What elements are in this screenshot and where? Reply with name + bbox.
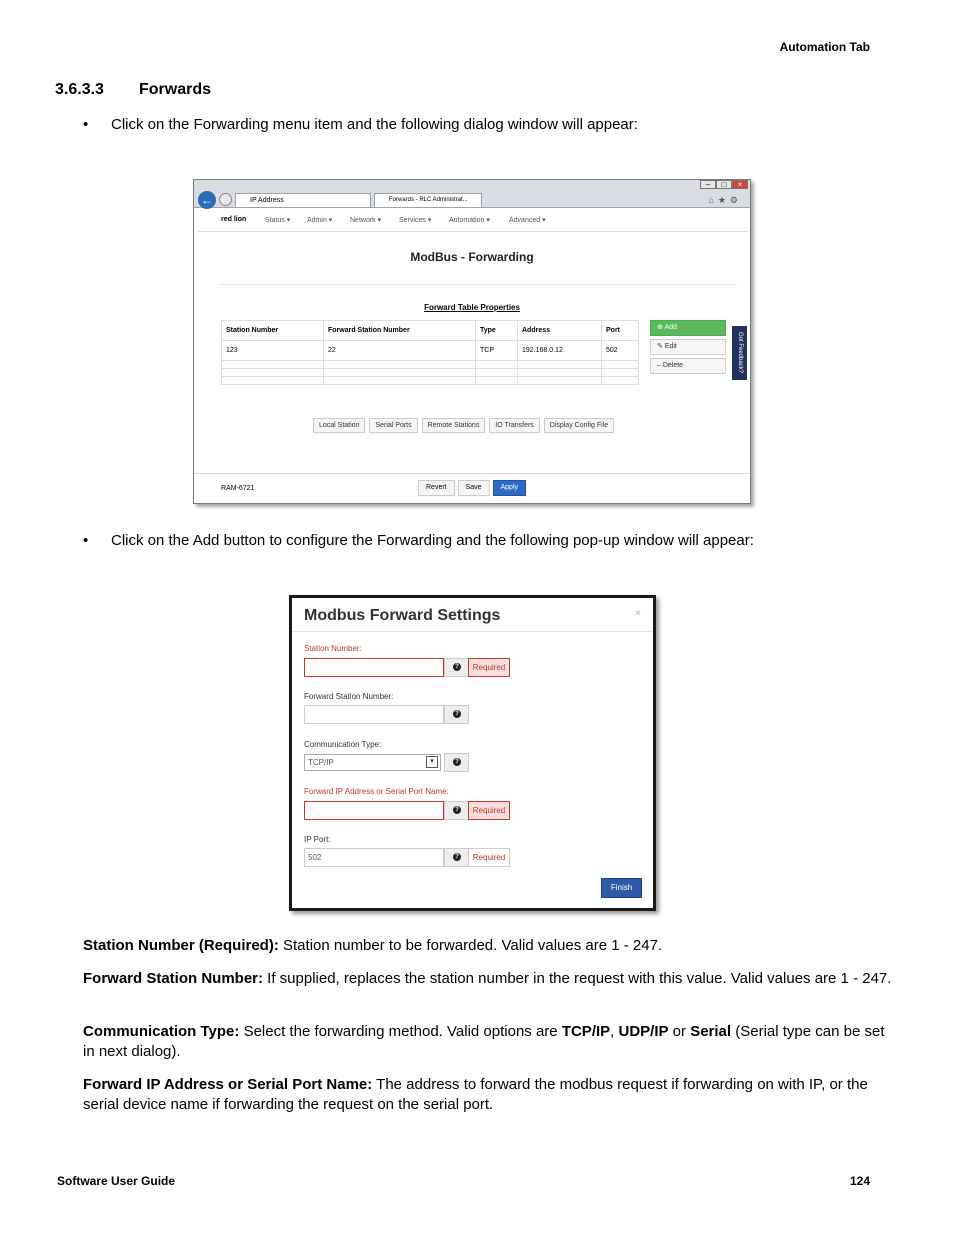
io-transfers-button[interactable]: IO Transfers (489, 418, 540, 433)
menu-advanced[interactable]: Advanced ▾ (509, 217, 546, 224)
menu-admin[interactable]: Admin ▾ (307, 217, 333, 224)
table-title: Forward Table Properties (424, 303, 520, 312)
forward-station-number-label: Forward Station Number: (304, 692, 394, 701)
forward-table (221, 320, 639, 385)
browser-chrome (194, 180, 750, 208)
page-title: ModBus - Forwarding (410, 250, 534, 264)
delete-button[interactable]: – Delete (650, 358, 726, 374)
maximize-icon[interactable]: □ (716, 180, 732, 189)
bullet-dot: • (83, 532, 89, 549)
address-bar[interactable]: IP Address (235, 193, 371, 208)
save-button[interactable]: Save (458, 480, 490, 496)
browser-tab[interactable]: Forwards - RLC Administrat... (374, 193, 482, 208)
finish-button[interactable]: Finish (601, 878, 642, 898)
help-icon[interactable] (444, 753, 469, 772)
minimize-icon[interactable]: – (700, 180, 716, 189)
bullet-item (83, 116, 638, 133)
select-value: TCP/IP (308, 758, 334, 767)
section-title: Forwards (139, 81, 212, 98)
close-icon[interactable]: × (732, 180, 748, 189)
divider (292, 631, 653, 632)
description-station-number: Station Number (Required): Station number to be forwarded. Valid values are 1 - 247. (83, 937, 663, 954)
column-header: Type (476, 321, 518, 341)
menu-status[interactable]: Status ▾ (265, 217, 291, 224)
column-header: Forward Station Number (324, 321, 476, 341)
description-forward-ip: Forward IP Address or Serial Port Name: The address to forward the modbus request if forwarding on with IP, or the serial device name if forwarding the request on the serial port. (83, 1076, 868, 1113)
description-forward-station-number: Forward Station Number: If supplied, replaces the station number in the request with this value. Valid values are 1 - 247. (83, 970, 892, 987)
forward-station-number-input[interactable] (304, 705, 444, 724)
star-icon[interactable]: ★ (717, 195, 730, 205)
section-number: 3.6.3.3 (55, 81, 104, 98)
table-actions (650, 320, 726, 377)
required-tag: Required (468, 848, 510, 867)
home-icon[interactable]: ⌂ (708, 195, 718, 205)
display-config-file-button[interactable]: Display Config File (544, 418, 614, 433)
local-station-button[interactable]: Local Station (313, 418, 365, 433)
column-header: Address (518, 321, 602, 341)
required-tag: Required (468, 801, 510, 820)
model-label: RAM-6721 (221, 485, 255, 492)
menu-automation[interactable]: Automation ▾ (449, 217, 490, 224)
page-number: 124 (849, 1174, 870, 1188)
menu-services[interactable]: Services ▾ (399, 217, 432, 224)
footer-buttons (418, 480, 527, 496)
browser-tools (708, 195, 742, 206)
communication-type-select[interactable] (304, 754, 441, 771)
section-heading (55, 81, 211, 99)
running-header: Automation Tab (779, 40, 870, 54)
footer-doc-title: Software User Guide (57, 1174, 176, 1188)
table-cell: 123 (222, 341, 324, 361)
description-communication-type: Communication Type: Select the forwarding method. Valid options are TCP/IP, UDP/IP or Serial (Serial type can be set in next dialog). (83, 1023, 885, 1060)
communication-type-label: Communication Type: (304, 740, 382, 749)
help-icon[interactable] (444, 848, 469, 867)
ip-port-label: IP Port: (304, 835, 331, 844)
bullet-item (83, 532, 754, 549)
required-tag: Required (468, 658, 510, 677)
menu-network[interactable]: Network ▾ (350, 217, 382, 224)
table-cell: TCP (476, 341, 518, 361)
ip-port-input[interactable]: 502 (304, 848, 444, 867)
table-header-row (222, 321, 639, 341)
divider (219, 284, 737, 285)
table-cell: 192.168.0.12 (518, 341, 602, 361)
table-cell: 502 (602, 341, 639, 361)
add-button[interactable]: ⊕ Add (650, 320, 726, 336)
apply-button[interactable]: Apply (493, 480, 527, 496)
table-cell: 22 (324, 341, 476, 361)
serial-ports-button[interactable]: Serial Ports (369, 418, 417, 433)
gear-icon[interactable]: ⚙ (729, 195, 742, 205)
feedback-tab[interactable]: Got Feedback? (732, 326, 747, 380)
chevron-down-icon: ▾ (426, 756, 438, 768)
remote-stations-button[interactable]: Remote Stations (422, 418, 486, 433)
revert-button[interactable]: Revert (418, 480, 455, 496)
forward-arrow-icon[interactable] (219, 193, 232, 206)
forward-ip-input[interactable] (304, 801, 444, 820)
back-arrow-icon[interactable]: ← (198, 191, 216, 209)
station-number-label: Station Number: (304, 644, 362, 653)
close-icon[interactable]: × (635, 608, 641, 619)
help-icon[interactable] (444, 658, 469, 677)
browser-screenshot (193, 179, 751, 504)
bullet-text: Click on the Add button to configure the Forwarding and the following pop-up window will appear: (111, 532, 754, 549)
table-row (222, 369, 639, 377)
dialog-title: Modbus Forward Settings (304, 607, 501, 624)
app-navbar (198, 208, 748, 232)
column-header: Station Number (222, 321, 324, 341)
help-icon[interactable] (444, 705, 469, 724)
station-number-input[interactable] (304, 658, 444, 677)
logo: red lion (221, 216, 247, 223)
forward-ip-label: Forward IP Address or Serial Port Name: (304, 787, 449, 796)
edit-button[interactable]: ✎ Edit (650, 339, 726, 355)
table-row (222, 377, 639, 385)
table-row[interactable] (222, 341, 639, 361)
bullet-text: Click on the Forwarding menu item and the following dialog window will appear: (111, 116, 638, 133)
bullet-dot: • (83, 116, 89, 133)
app-footer (194, 473, 750, 501)
column-header: Port (602, 321, 639, 341)
window-controls (700, 180, 748, 189)
modbus-forward-settings-dialog (289, 595, 656, 911)
table-row (222, 361, 639, 369)
page-nav-buttons (313, 418, 616, 433)
help-icon[interactable] (444, 801, 469, 820)
